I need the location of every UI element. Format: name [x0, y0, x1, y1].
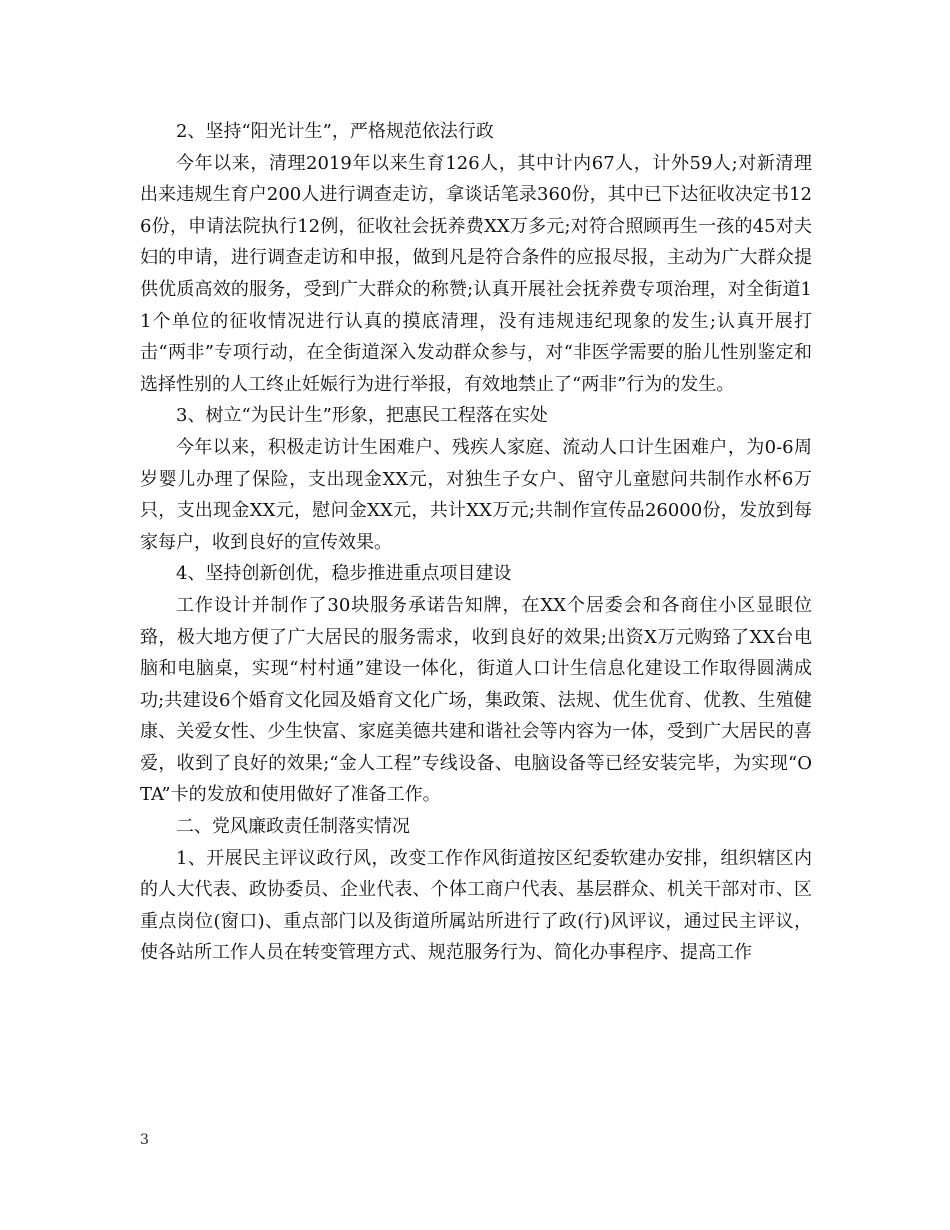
body-paragraph: 1、开展民主评议政行风，改变工作作风街道按区纪委软建办安排，组织辖区内的人大代表、政协委员、企业代表、个体工商户代表、基层群众、机关干部对市、区重点岗位(窗口)、重点部门以及街道所属站所进行了政(行)风评议，通过民主评议，使各站所工作人员在转变管理方式、规范服务行为、简化办事程序、提高工作	[140, 847, 812, 964]
body-paragraph: 今年以来，清理2019年以来生育126人，其中计内67人，计外59人;对新清理出来违规生育户200人进行调查走访，拿谈话笔录360份，其中已下达征收决定书126份，申请法院执行12例，征收社会抚养费XX万多元;对符合照顾再生一孩的45对夫妇的申请，进行调查走访和申报，做到凡是符合条件的应报尽报，主动为广大群众提供优质高效的服务，受到广大群众的称赞;认真开展社会抚养费专项治理，对全街道11个单位的征收情况进行认真的摸底清理，没有违规违纪现象的发生;认真开展打击“两非”专项行动，在全街道深入发动群众参与，对“非医学需要的胎儿性别鉴定和选择性别的人工终止妊娠行为进行举报，有效地禁止了“两非”行为的发生。	[140, 152, 812, 395]
document-body	[140, 116, 812, 969]
section-heading: 二、党风廉政责任制落实情况	[176, 816, 410, 838]
body-paragraph: 工作设计并制作了30块服务承诺告知牌，在XX个居委会和各商住小区显眼位臵，极大地方便了广大居民的服务需求，收到良好的效果;出资X万元购臵了XX台电脑和电脑桌，实现“村村通”建设一体化，街道人口计生信息化建设工作取得圆满成功;共建设6个婚育文化园及婚育文化广场，集政策、法规、优生优育、优教、生殖健康、关爱女性、少生快富、家庭美德共建和谐社会等内容为一体，受到广大居民的喜爱，收到了良好的效果;“金人工程”专线设备、电脑设备等已经安装完毕，为实现“OTA”卡的发放和使用做好了准备工作。	[140, 594, 812, 806]
page-number: 3	[140, 1132, 149, 1148]
section-heading: 4、坚持创新创优，稳步推进重点项目建设	[176, 563, 512, 585]
section-heading: 2、坚持“阳光计生”，严格规范依法行政	[176, 121, 494, 142]
section-heading: 3、树立“为民计生”形象，把惠民工程落在实处	[176, 405, 548, 427]
body-paragraph: 今年以来，积极走访计生困难户、残疾人家庭、流动人口计生困难户，为0-6周岁婴儿办理了保险，支出现金XX元，对独生子女户、留守儿童慰问共制作水杯6万只，支出现金XX元，慰问金XX元，共计XX万元;共制作宣传品26000份，发放到每家每户，收到良好的宣传效果。	[140, 436, 812, 553]
